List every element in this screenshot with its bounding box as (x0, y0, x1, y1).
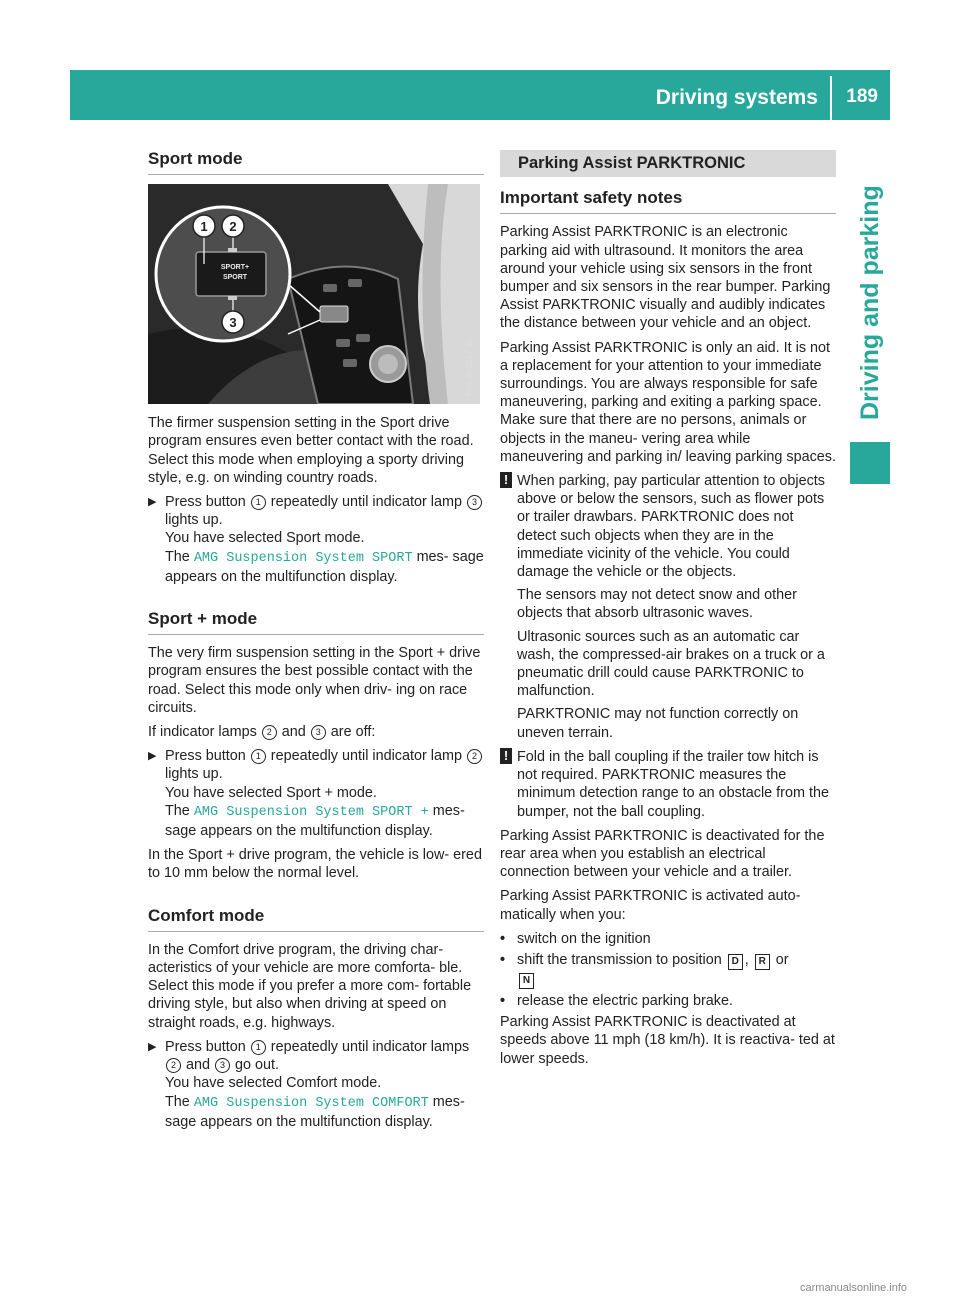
step-arrow-icon: ▶ (148, 1040, 157, 1053)
lamp-2-ref: 2 (467, 749, 482, 764)
warning-note-2: ! Fold in the ball coupling if the trailer tow hitch is not required. PARKTRONIC measures the minimum detection range to an obstacle from the bumper, not the ball coupling. (500, 748, 836, 821)
lamp-3-ref: 3 (311, 725, 326, 740)
list-item: • shift the transmission to position D , R or N (500, 951, 836, 989)
list-item: • release the electric parking brake. (500, 992, 733, 1009)
sport-plus-heading: Sport + mode (148, 610, 484, 635)
comfort-mode-heading: Comfort mode (148, 907, 484, 932)
warning-icon: ! (500, 748, 512, 764)
button-1-ref: 1 (251, 749, 266, 764)
lamp-2-ref: 2 (166, 1058, 181, 1073)
display-message: AMG Suspension System SPORT (193, 550, 413, 566)
speed-deactivation-note: Parking Assist PARKTRONIC is deactivated at speeds above 11 mph (18 km/h). It is reactiva- ted at lower speeds. (500, 1014, 835, 1067)
step-arrow-icon: ▶ (148, 496, 157, 509)
sport-plus-lowered: In the Sport + drive program, the vehicle is low- ered to 10 mm below the normal level. (148, 847, 482, 882)
display-message: AMG Suspension System COMFORT (193, 1095, 429, 1111)
page-number: 189 (846, 86, 878, 107)
lamp-2-ref: 2 (262, 725, 277, 740)
sport-plus-intro: The very firm suspension setting in the Sport + drive program ensures the best possible contact with the road. Select this mode only when driv- ing on race circuits. (148, 645, 481, 716)
photo-btn-top-label: SPORT+ (220, 264, 250, 272)
footer-watermark: carmanualsonline.info (800, 1282, 908, 1294)
warning-icon: ! (500, 472, 512, 488)
callout-1: 1 (200, 219, 208, 235)
section-title: Driving systems (655, 86, 818, 109)
trailer-deactivation-note: Parking Assist PARKTRONIC is deactivated for the rear area when you establish an electrical connection between your vehicle and a trailer. (500, 827, 825, 881)
bullet-icon: • (500, 951, 506, 968)
chapter-marker (850, 442, 890, 484)
sport-step: ▶ Press button 1 repeatedly until indicator lamp 3 lights up. You have selected Sport mode. The AMG Suspension System SPORT mes- sage appears on the multifunction display. (148, 494, 484, 585)
button-1-ref: 1 (251, 495, 266, 510)
safety-notes-heading: Important safety notes (500, 189, 836, 214)
callout-3: 3 (229, 315, 237, 331)
gear-d-icon: D (728, 954, 743, 970)
display-message: AMG Suspension System SPORT + (193, 804, 429, 820)
photo-code: P54.20-0257-31 (465, 338, 474, 397)
parktronic-aid-note: Parking Assist PARKTRONIC is only an aid. It is not a replacement for your attention to your immediate surroundings. You are always responsible for safe maneuvering, parking and exiting a parking space. Make sure that there are no persons, animals or objects in the maneu- vering area while maneuvering and parking in/ leaving parking spaces. (500, 339, 836, 465)
gear-r-icon: R (755, 954, 770, 970)
comfort-intro: In the Comfort drive program, the driving char- acteristics of your vehicle are more comforta- ble. Select this mode if you prefer a more com- fortable driving style, but also when driving at speed on straight roads, e.g. highways. (148, 941, 472, 1031)
button-1-ref: 1 (251, 1040, 266, 1055)
photo-btn-bottom-label: SPORT (222, 274, 248, 282)
lamp-3-ref: 3 (215, 1058, 230, 1073)
chapter-label: Driving and parking (856, 185, 884, 420)
right-column (500, 150, 836, 1074)
lamp-3-ref: 3 (467, 495, 482, 510)
header-divider (830, 76, 832, 120)
sport-button-photo (148, 184, 480, 404)
bullet-icon: • (500, 992, 506, 1009)
left-column (148, 150, 484, 1137)
warning-note-1: ! When parking, pay particular attention to objects above or below the sensors, such as flower pots or trailer drawbars. PARKTRONIC does not detect such objects when they are in the immediate vicinity of the vehicle. You could damage the vehicle or the objects. The sensors may not detect snow and other objects that absorb ultrasonic waves. Ultrasonic sources such as an automatic car wash, the compressed-air brakes on a truck or a pneumatic drill could cause PARKTRONIC to malfunction. PARKTRONIC may not function correctly on uneven terrain. (500, 472, 836, 742)
bullet-icon: • (500, 930, 506, 947)
list-item: • switch on the ignition (500, 930, 651, 947)
step-arrow-icon: ▶ (148, 750, 157, 763)
sport-intro: The firmer suspension setting in the Sport drive program ensures even better contact with the road. Select this mode when employing a sporty driving style, e.g. on winding country roads. (148, 415, 474, 486)
comfort-step: ▶ Press button 1 repeatedly until indicator lamps 2 and 3 go out. You have selected Comfort mode. The AMG Suspension System COMFORT mes- sage appears on the multifunction display. (148, 1038, 470, 1130)
activation-intro: Parking Assist PARKTRONIC is activated auto- matically when you: (500, 888, 801, 923)
chapter-tab (850, 120, 890, 420)
page-header (70, 70, 890, 120)
parktronic-banner: Parking Assist PARKTRONIC (500, 150, 836, 177)
sport-mode-heading: Sport mode (148, 150, 484, 175)
gear-n-icon: N (519, 973, 534, 989)
parktronic-intro: Parking Assist PARKTRONIC is an electronic parking aid with ultrasound. It monitors the area around your vehicle using six sensors in the front bumper and six sensors in the rear bumper. Parking Assist PARKTRONIC visually and audibly indicates the distance between your vehicle and an object. (500, 224, 831, 332)
sport-plus-step: ▶ Press button 1 repeatedly until indicator lamp 2 lights up. You have selected Sport + mode. The AMG Suspension System SPORT + mes- sage appears on the multifunction display. (148, 747, 484, 840)
callout-2: 2 (229, 219, 237, 235)
sport-plus-condition: If indicator lamps 2 and 3 are off: (148, 724, 376, 741)
